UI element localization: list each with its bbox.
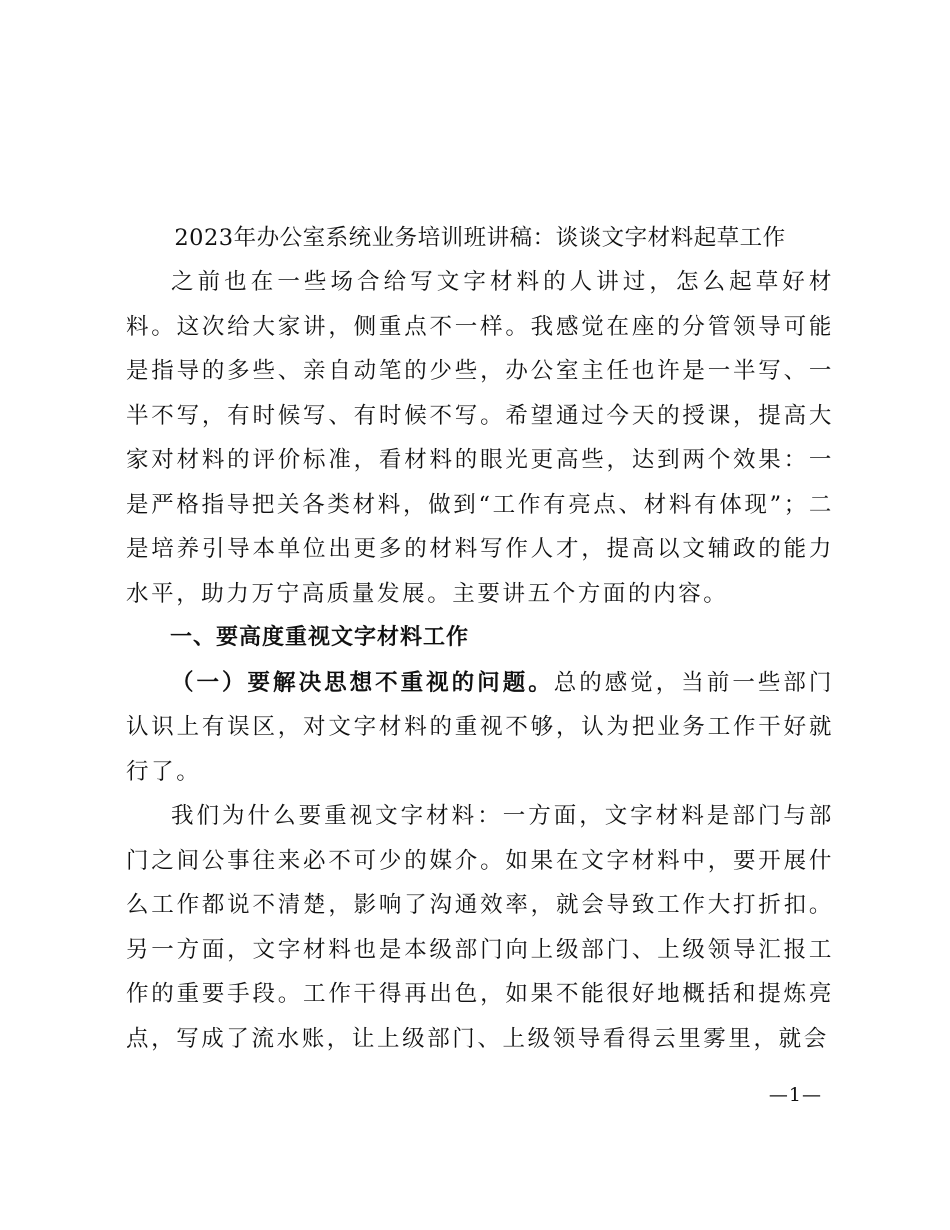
subsection-text-1: 总的感觉，当前一些部门认识上有误区，对文字材料的重视不够，认为把业务工作干好就行了。 (126, 669, 834, 785)
section-heading-1: 一、要高度重视文字材料工作 (170, 625, 470, 650)
page-number: —1— (768, 1084, 822, 1106)
document-title: 2023年办公室系统业务培训班讲稿：谈谈文字材料起草工作 (174, 225, 786, 251)
subsection-paragraph-1 (126, 661, 834, 795)
intro-paragraph: 之前也在一些场合给写文字材料的人讲过，怎么起草好材料。这次给大家讲，侧重点不一样。我感觉在座的分管领导可能是指导的多些、亲自动笔的少些，办公室主任也许是一半写、一半不写，有时候写、有时候不写。希望通过今天的授课，提高大家对材料的评价标准，看材料的眼光更高些，达到两个效果：一是严格指导把关各类材料，做到“工作有亮点、材料有体现”；二是培养引导本单位出更多的材料写作人才，提高以文辅政的能力水平，助力万宁高质量发展。主要讲五个方面的内容。 (126, 269, 834, 607)
document-body (126, 216, 834, 1061)
body-paragraph-3: 我们为什么要重视文字材料：一方面，文字材料是部门与部门之间公事往来必不可少的媒介。如果在文字材料中，要开展什么工作都说不清楚，影响了沟通效率，就会导致工作大打折扣。另一方面，文字材料也是本级部门向上级部门、上级领导汇报工作的重要手段。工作干得再出色，如果不能很好地概括和提炼亮点，写成了流水账，让上级部门、上级领导看得云里雾里，就会 (126, 803, 834, 1052)
subsection-label-1: （一）要解决思想不重视的问题。 (171, 669, 554, 696)
